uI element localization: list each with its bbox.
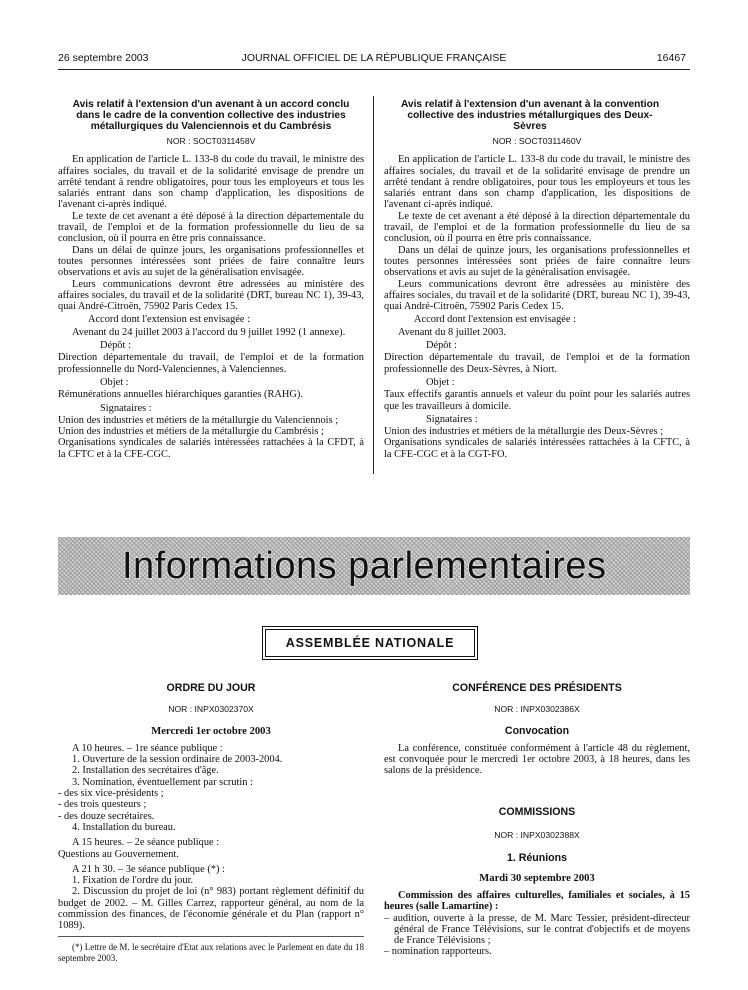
commission-name: Commission des affaires culturelles, familiales et sociales, à 15 heures (salle Lamartine) : — [384, 889, 690, 913]
accord-label: Accord dont l'extension est envisagée : — [88, 314, 251, 326]
reunions-title: 1. Réunions — [506, 852, 568, 865]
convocation-text: La conférence, constituée conformément à l'article 48 du règlement, est convoquée pour le mercredi 1er octobre 2003, à 18 heures, dans les salons de la présidence. — [384, 742, 690, 777]
section-nor: NOR : INPX0302386X — [494, 704, 580, 715]
paragraph: En application de l'article L. 133-8 du code du travail, le ministre des affaires sociales, du travail et de la solidarité envisage de prendre un arrêté tendant à rendre obligatoires, pour tous les employeurs et tous les salariés entrant dans son champ d'application, les dispositions de l'avenant ci-après indiqué. — [58, 154, 364, 211]
meeting-date: Mardi 30 septembre 2003 — [479, 872, 595, 884]
section-banner — [58, 537, 690, 595]
sitting-heading: A 10 heures. – 1re séance publique : — [72, 742, 223, 754]
column-divider — [373, 96, 374, 474]
objet-label: Objet : — [426, 376, 455, 388]
signataires-label: Signataires : — [100, 402, 152, 414]
header-date: 26 septembre 2003 — [58, 52, 149, 64]
ordre-du-jour — [58, 683, 364, 932]
section-title: COMMISSIONS — [498, 805, 576, 818]
accord-label: Accord dont l'extension est envisagée : — [414, 314, 577, 326]
sitting-heading: A 21 h 30. – 3e séance publique (*) : — [72, 863, 225, 875]
signataires-label: Signataires : — [426, 413, 478, 425]
depot-text: Direction départementale du travail, de l'emploi et de la formation professionnelle du Nord-Valenciennes, à Valenciennes. — [58, 352, 364, 375]
header-rule — [58, 69, 690, 70]
section-title: CONFÉRENCE DES PRÉSIDENTS — [452, 682, 622, 694]
agenda-item: - des douze secrétaires. — [58, 810, 155, 822]
agenda-item: Questions au Gouvernement. — [58, 848, 179, 860]
paragraph: Le texte de cet avenant a été déposé à la direction départementale du travail, de l'emploi et de la formation professionnelle du lieu de sa conclusion, où il pourra en être pris connaissance. — [58, 210, 364, 245]
depot-text: Direction départementale du travail, de l'emploi et de la formation professionnelle des Deux-Sèvres, à Niort. — [384, 352, 690, 375]
accord-text: Avenant du 8 juillet 2003. — [398, 326, 507, 338]
notice-nor: NOR : SOCT0311458V — [166, 136, 256, 146]
section-nor: NOR : INPX0302370X — [168, 704, 254, 715]
paragraph: En application de l'article L. 133-8 du code du travail, le ministre des affaires sociales, du travail et de la solidarité envisage de prendre un arrêté tendant à rendre obligatoires, pour tous les employeurs et tous les salariés entrant dans son champ d'application, les dispositions de l'avenant ci-après indiqué. — [384, 154, 690, 211]
paragraph: Leurs communications devront être adressées au ministère des affaires sociales, du travail et de la solidarité (DRT, bureau NC 1), 39-43, quai André-Citroën, 75902 Paris Cedex 15. — [58, 278, 364, 313]
objet-text: Taux effectifs garantis annuels et valeur du point pour les salariés autres que les travailleurs à domicile. — [384, 389, 690, 412]
footnote-text: (*) Lettre de M. le secrétaire d'Etat aux relations avec le Parlement en date du 18 septembre 2003. — [58, 942, 364, 963]
paragraph: Dans un délai de quinze jours, les organisations professionnelles et toutes personnes intéressées sont priées de faire connaître leurs observations et avis au sujet de la généralisation envisagée. — [384, 244, 690, 279]
commission-item: – audition, ouverte à la presse, de M. Marc Tessier, président-directeur général de France Télévisions, sur le contrat d'objectifs et de moyens de France Télévisions ; — [384, 912, 690, 947]
objet-text: Rémunérations annuelles hiérarchiques garanties (RAHG). — [58, 389, 303, 401]
banner-title: Informations parlementaires — [122, 545, 607, 587]
header-page-number: 16467 — [656, 52, 686, 64]
right-notice — [384, 99, 690, 460]
section-nor: NOR : INPX0302388X — [494, 830, 580, 841]
notice-nor: NOR : SOCT0311460V — [492, 136, 582, 146]
accord-text: Avenant du 24 juillet 2003 à l'accord du 9 juillet 1992 (1 annexe). — [72, 326, 346, 338]
agenda-item: - des trois questeurs ; — [58, 799, 147, 811]
section-title: ORDRE DU JOUR — [166, 682, 256, 694]
agenda-item: - des six vice-présidents ; — [58, 788, 164, 800]
signataire-item: Union des industries et métiers de la métallurgie du Valenciennois ; — [58, 414, 339, 426]
paragraph: Leurs communications devront être adressées au ministère des affaires sociales, du travail et de la solidarité (DRT, bureau NC 1), 39-43, quai André-Citroën, 75902 Paris Cedex 15. — [384, 278, 690, 313]
signataire-item: Organisations syndicales de salariés intéressées rattachées à la CFDT, à la CFTC et à la CFE-CGC. — [58, 437, 364, 460]
agenda-item: 2. Installation des secrétaires d'âge. — [72, 765, 219, 777]
agenda-item: 3. Nomination, éventuellement par scrutin : — [72, 776, 253, 788]
conference-section — [384, 683, 690, 958]
sitting-date: Mercredi 1er octobre 2003 — [151, 725, 271, 737]
notice-title: Avis relatif à l'extension d'un avenant à la convention collective des industries métallurgiques des Deux-Sèvres — [400, 99, 660, 132]
notice-title: Avis relatif à l'extension d'un avenant à un accord conclu dans le cadre de la convention collective des industries métallurgiques du Valenciennois et du Cambrésis — [72, 99, 350, 132]
left-notice — [58, 99, 364, 460]
sitting-heading: A 15 heures. – 2e séance publique : — [72, 837, 220, 849]
paragraph: Le texte de cet avenant a été déposé à la direction départementale du travail, de l'emploi et de la formation professionnelle du lieu de sa conclusion, où il pourra en être pris connaissance. — [384, 210, 690, 245]
assembly-heading: ASSEMBLÉE NATIONALE — [265, 629, 475, 657]
agenda-item: 4. Installation du bureau. — [72, 821, 176, 833]
depot-label: Dépôt : — [426, 340, 457, 352]
header-journal-title: JOURNAL OFFICIEL DE LA RÉPUBLIQUE FRANÇAISE — [241, 52, 507, 64]
agenda-item: 2. Discussion du projet de loi (n° 983) portant règlement définitif du budget de 2002. – M. Gilles Carrez, rapporteur général, au nom de la commission des finances, de l'économie générale et du Plan (rapport n° 1089). — [58, 886, 364, 932]
commission-item: – nomination rapporteurs. — [384, 946, 492, 958]
signataire-item: Union des industries et métiers de la métallurgie des Deux-Sèvres ; — [384, 426, 664, 438]
signataire-item: Organisations syndicales de salariés intéressées rattachées à la CFTC, à la CFE-CGC et à la CGT-FO. — [384, 437, 690, 460]
agenda-item: 1. Ouverture de la session ordinaire de 2003-2004. — [72, 754, 283, 766]
paragraph: Dans un délai de quinze jours, les organisations professionnelles et toutes personnes intéressées sont priées de faire connaître leurs observations et avis au sujet de la généralisation envisagée. — [58, 244, 364, 279]
depot-label: Dépôt : — [100, 340, 131, 352]
convocation-title: Convocation — [504, 724, 570, 737]
signataire-item: Union des industries et métiers de la métallurgie du Cambrésis ; — [58, 426, 324, 438]
footnote-rule — [58, 936, 364, 937]
footnote — [58, 942, 364, 963]
agenda-item: 1. Fixation de l'ordre du jour. — [72, 875, 194, 887]
objet-label: Objet : — [100, 376, 129, 388]
